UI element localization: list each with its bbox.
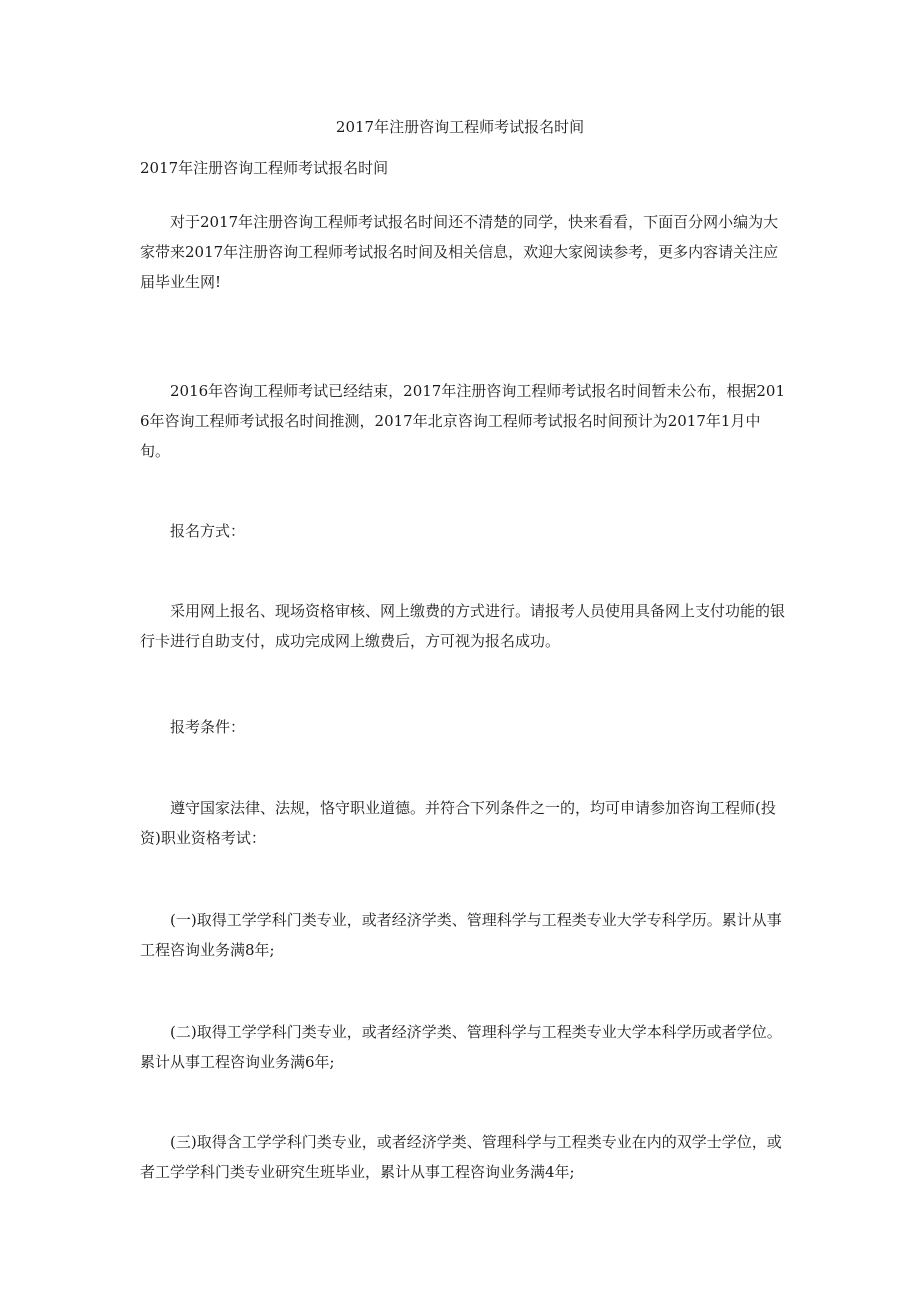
condition-item-1: (一)取得工学学科门类专业，或者经济学类、管理科学与工程类专业大学专科学历。累计从事工程咨询业务满8年; [140,911,782,959]
document-title: 2017年注册咨询工程师考试报名时间 [335,118,585,136]
method-heading: 报名方式： [170,522,246,540]
method-paragraph: 采用网上报名、现场资格审核、网上缴费的方式进行。请报考人员使用具备网上支付功能的银行卡进行自助支付，成功完成网上缴费后，方可视为报名成功。 [140,602,786,650]
conditions-heading: 报考条件： [170,718,246,736]
condition-item-2: (二)取得工学学科门类专业，或者经济学类、管理科学与工程类专业大学本科学历或者学位。累计从事工程咨询业务满6年; [140,1023,782,1071]
intro-paragraph: 对于2017年注册咨询工程师考试报名时间还不清楚的同学，快来看看，下面百分网小编为大家带来2017年注册咨询工程师考试报名时间及相关信息，欢迎大家阅读参考，更多内容请关注应届毕业生网! [140,213,779,291]
condition-item-3: (三)取得含工学学科门类专业，或者经济学类、管理科学与工程类专业在内的双学士学位，或者工学学科门类专业研究生班毕业，累计从事工程咨询业务满4年; [140,1133,782,1181]
document-subtitle: 2017年注册咨询工程师考试报名时间 [140,159,389,177]
conditions-paragraph: 遵守国家法律、法规，恪守职业道德。并符合下列条件之一的，均可申请参加咨询工程师(投资)职业资格考试： [140,799,776,847]
schedule-paragraph: 2016年咨询工程师考试已经结束，2017年注册咨询工程师考试报名时间暂未公布，根据2016年咨询工程师考试报名时间推测，2017年北京咨询工程师考试报名时间预计为2017年1月中旬。 [140,382,785,460]
